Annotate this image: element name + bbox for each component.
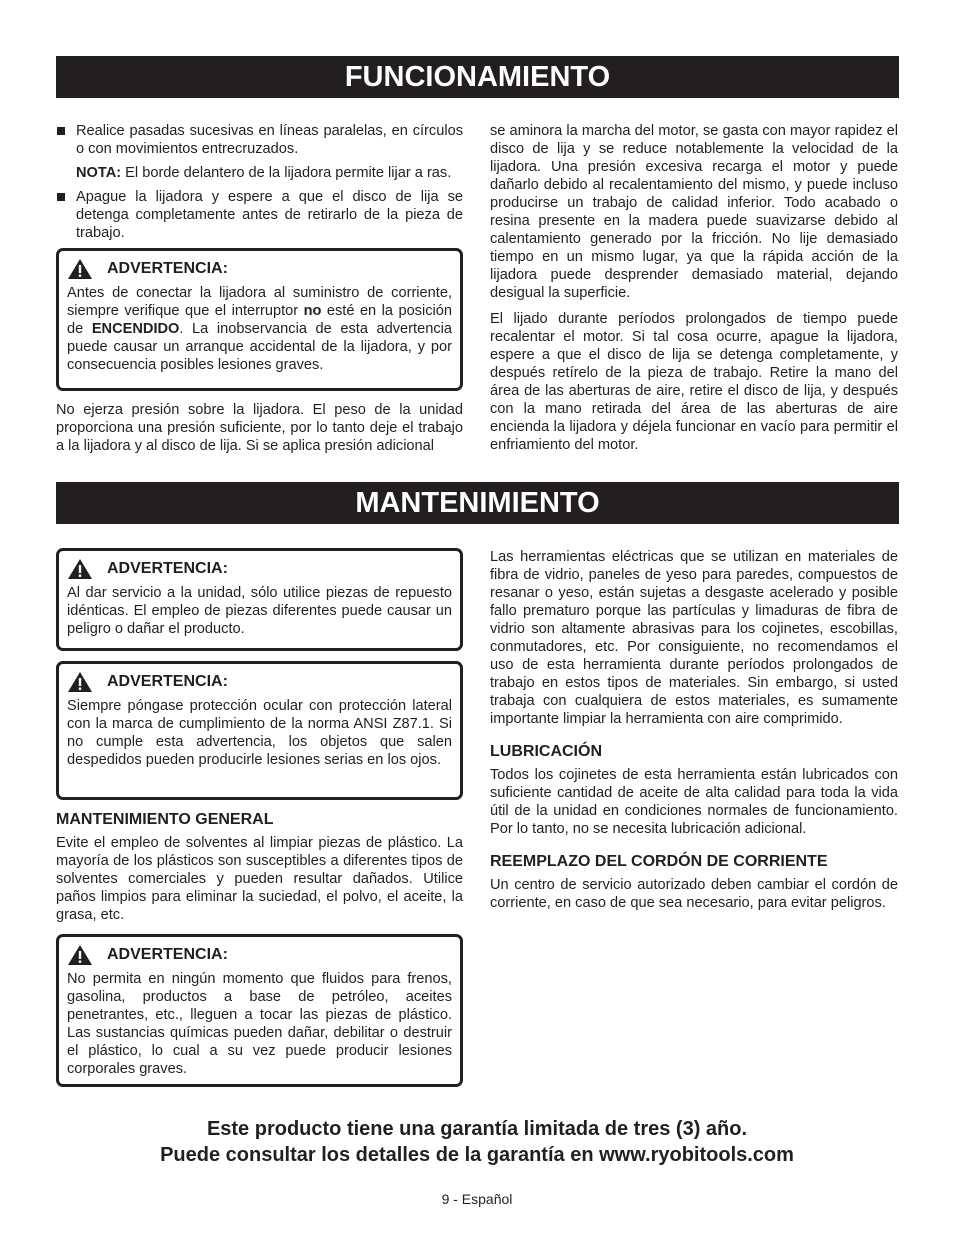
warning-header xyxy=(67,669,452,695)
list-item-text: Apague la lijadora y espere a que el disco de lija se detenga completamente antes de retirarlo de la pieza de trabajo. xyxy=(76,189,463,241)
warning-header xyxy=(67,942,452,968)
warning-header xyxy=(67,556,452,582)
pressure-paragraph: No ejerza presión sobre la lijadora. El peso de la unidad proporciona una presión suficiente, por lo tanto deje el trabajo a la lijadora y al disco de lija. Si se aplica presión adicional xyxy=(56,402,463,454)
note-paragraph xyxy=(56,164,463,182)
warning-text: Al dar servicio a la unidad, sólo utilice piezas de repuesto idénticas. El empleo de piezas diferentes puede causar un peligro o dañar el producto. xyxy=(67,585,452,637)
cord-replacement-heading: REEMPLAZO DEL CORDÓN DE CORRIENTE xyxy=(490,853,828,870)
list-item xyxy=(56,122,463,158)
fiberglass-paragraph: Las herramientas eléctricas que se utilizan en materiales de fibra de vidrio, paneles de yeso para paredes, compuestos de resanar o yeso, están sujetas a desgaste acelerado y posible fallo prematuro porque las partículas y limaduras de fibra de vidrio son altamente abrasivas para los cojinetes, escobillas, conmutadores, etc. Por consiguiente, no recomendamos el uso de esta herramienta durante períodos prolongados de trabajo en estos tipos de materiales. Sin embargo, si usted trabaja con cualquiera de estos materiales, es sumamente importante limpiar la herramienta con aire comprimido. xyxy=(490,549,898,727)
warning-triangle-icon xyxy=(67,944,93,966)
pressure-continued-paragraph: se aminora la marcha del motor, se gasta con mayor rapidez el disco de lija y se reduce notablemente la velocidad de la lijadora. Una presión excesiva recarga el motor y puede dañarlo debido al recalentamiento del mismo, y puede incluso producirse un trabajo de calidad inferior. Todo acabado o resina presente en la madera puede suavizarse debido al calentamiento generado por la fricción. No lije demasiado tiempo en un mismo lugar, ya que la rápida acción de la lijadora puede desprender demasiado material, dejando desigual la superficie. xyxy=(490,123,898,301)
warning-box xyxy=(56,934,463,1087)
mantenimiento-left-column xyxy=(56,548,463,1097)
mantenimiento-right-column xyxy=(490,548,898,918)
warning-emphasis: no xyxy=(303,303,322,319)
warning-text xyxy=(67,284,452,374)
warning-text-part: esté en la posición de xyxy=(67,303,452,337)
section-banner-funcionamiento: FUNCIONAMIENTO xyxy=(56,56,899,98)
list-item-text: Realice pasadas sucesivas en líneas paralelas, en círculos o con movimientos entrecruzados. xyxy=(76,123,463,157)
warning-header xyxy=(67,256,452,282)
note-text: El borde delantero de la lijadora permite lijar a ras. xyxy=(121,165,452,181)
warning-title: ADVERTENCIA: xyxy=(107,673,228,690)
bullet-square-icon xyxy=(57,127,65,135)
general-maintenance-heading: MANTENIMIENTO GENERAL xyxy=(56,811,274,828)
lubrication-heading: LUBRICACIÓN xyxy=(490,743,602,760)
warning-box xyxy=(56,248,463,391)
warning-emphasis: ENCENDIDO xyxy=(91,321,180,337)
warranty-line-1: Este producto tiene una garantía limitada de tres (3) año. xyxy=(206,1118,748,1140)
warning-title: ADVERTENCIA: xyxy=(107,946,228,963)
bullet-square-icon xyxy=(57,193,65,201)
note-label: NOTA: xyxy=(76,165,122,181)
warning-text: Siempre póngase protección ocular con protección lateral con la marca de cumplimiento de la norma ANSI Z87.1. Si no cumple esta advertencia, los objetos que salen despedidos pueden producirle lesiones serias en los ojos. xyxy=(67,698,452,768)
overheat-paragraph: El lijado durante períodos prolongados de tiempo puede recalentar el motor. Si tal cosa ocurre, apague la lijadora, espere a que el disco de lija se detenga completamente, y después retírelo de la pieza de trabajo. Retire la mano del área de las aberturas de aire, retire el disco de lija, y después con la mano retirada del área de las aberturas de aire encienda la lijadora y déjela funcionar en vacío para permitir el enfriamiento del motor. xyxy=(490,311,898,453)
warning-triangle-icon xyxy=(67,258,93,280)
warning-text: No permita en ningún momento que fluidos para frenos, gasolina, productos a base de petróleo, aceites penetrantes, etc., lleguen a tocar las piezas de plástico. Las sustancias químicas pueden dañar, debilitar o destruir el plástico, lo cual a su vez puede producir lesiones corporales graves. xyxy=(67,971,452,1077)
cord-replacement-text: Un centro de servicio autorizado deben cambiar el cordón de corriente, en caso de que sea necesario, para evitar peligros. xyxy=(490,877,898,911)
warning-triangle-icon xyxy=(67,558,93,580)
funcionamiento-right-column xyxy=(490,122,898,460)
general-maintenance-text: Evite el empleo de solventes al limpiar piezas de plástico. La mayoría de los plásticos son susceptibles a diferentes tipos de solventes comerciales y pueden resultar dañados. Utilice paños limpios para eliminar la suciedad, el polvo, el aceite, la grasa, etc. xyxy=(56,835,463,923)
warning-title: ADVERTENCIA: xyxy=(107,260,228,277)
warning-text-part: Antes de conectar la lijadora al suministro de corriente, siempre verifique que el interruptor xyxy=(67,285,452,319)
warranty-line-2: Puede consultar los detalles de la garantía en www.ryobitools.com xyxy=(160,1144,794,1166)
instruction-list xyxy=(56,188,463,242)
warning-text-part: . La inobservancia de esta advertencia puede causar un arranque accidental de la lijadora, y por consecuencia posibles lesiones graves. xyxy=(67,321,452,373)
warning-box xyxy=(56,548,463,651)
list-item xyxy=(56,188,463,242)
instruction-list xyxy=(56,122,463,158)
lubrication-text: Todos los cojinetes de esta herramienta están lubricados con suficiente cantidad de aceite de alta calidad para toda la vida útil de la unidad en condiciones normales de funcionamiento. Por lo tanto, no se necesita lubricación adicional. xyxy=(490,767,898,837)
warning-triangle-icon xyxy=(67,671,93,693)
section-banner-mantenimiento: MANTENIMIENTO xyxy=(56,482,899,524)
page-number: 9 - Español xyxy=(441,1191,513,1207)
funcionamiento-left-column xyxy=(56,122,463,461)
warning-title: ADVERTENCIA: xyxy=(107,560,228,577)
warning-box xyxy=(56,661,463,800)
